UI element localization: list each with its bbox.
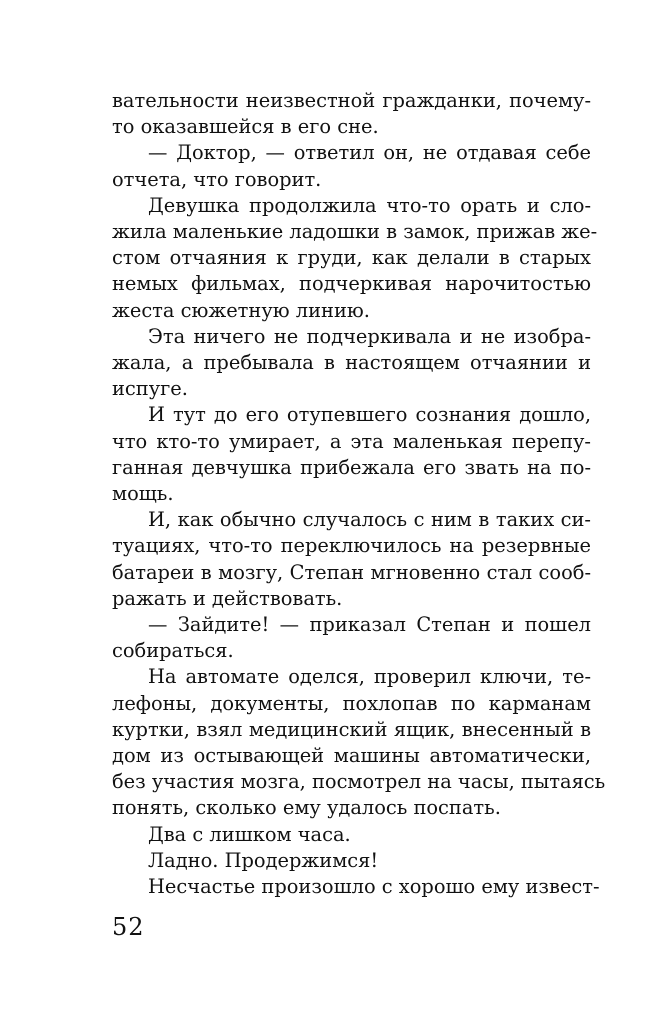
text-line: то оказавшейся в его сне.: [112, 115, 379, 139]
text-line: немых фильмах, подчеркивая нарочитостью: [112, 272, 591, 296]
text-line: жала, а пребывала в настоящем отчаянии и: [112, 351, 591, 375]
text-line: батареи в мозгу, Степан мгновенно стал сооб-: [112, 560, 591, 584]
text-line: испуге.: [112, 377, 188, 401]
text-line: куртки, взял медицинский ящик, внесенный в: [112, 717, 591, 741]
text-line: вательности неизвестной гражданки, почему-: [112, 89, 591, 112]
text-line: На автомате оделся, проверил ключи, те-: [148, 665, 591, 689]
page-number: 52: [112, 913, 145, 941]
text-line: Ладно. Продержимся!: [148, 848, 379, 872]
text-line: туациях, что-то переключилось на резервные: [112, 534, 591, 558]
text-line: Девушка продолжила что-то орать и сло-: [148, 193, 591, 217]
text-line: ражать и действовать.: [112, 586, 343, 610]
text-line: жила маленькие ладошки в замок, прижав же-: [112, 220, 598, 244]
text-line: ганная девчушка прибежала его звать на по-: [112, 455, 591, 479]
text-line: отчета, что говорит.: [112, 167, 322, 191]
text-line: — Доктор, — ответил он, не отдавая себе: [148, 141, 591, 165]
text-line: без участия мозга, посмотрел на часы, пытаясь: [112, 770, 606, 794]
text-line: — Зайдите! — приказал Степан и пошел: [148, 613, 591, 637]
text-line: Эта ничего не подчеркивала и не изобра-: [148, 324, 591, 348]
text-line: лефоны, документы, похлопав по карманам: [112, 691, 591, 715]
text-line: И, как обычно случалось с ним в таких си-: [148, 508, 591, 532]
book-page-text: [112, 88, 606, 900]
text-line: жеста сюжетную линию.: [112, 298, 370, 322]
text-line: Два с лишком часа.: [148, 822, 351, 846]
text-line: понять, сколько ему удалось поспать.: [112, 796, 501, 820]
text-line: мощь.: [112, 482, 174, 506]
text-line: что кто-то умирает, а эта маленькая перепу-: [112, 429, 591, 453]
text-line: собираться.: [112, 639, 234, 663]
text-line: стом отчаяния к груди, как делали в старых: [112, 246, 591, 270]
text-line: И тут до его отупевшего сознания дошло,: [148, 403, 591, 427]
text-line: дом из остывающей машины автоматически,: [112, 744, 591, 768]
text-line: Несчастье произошло с хорошо ему извест-: [148, 875, 600, 899]
